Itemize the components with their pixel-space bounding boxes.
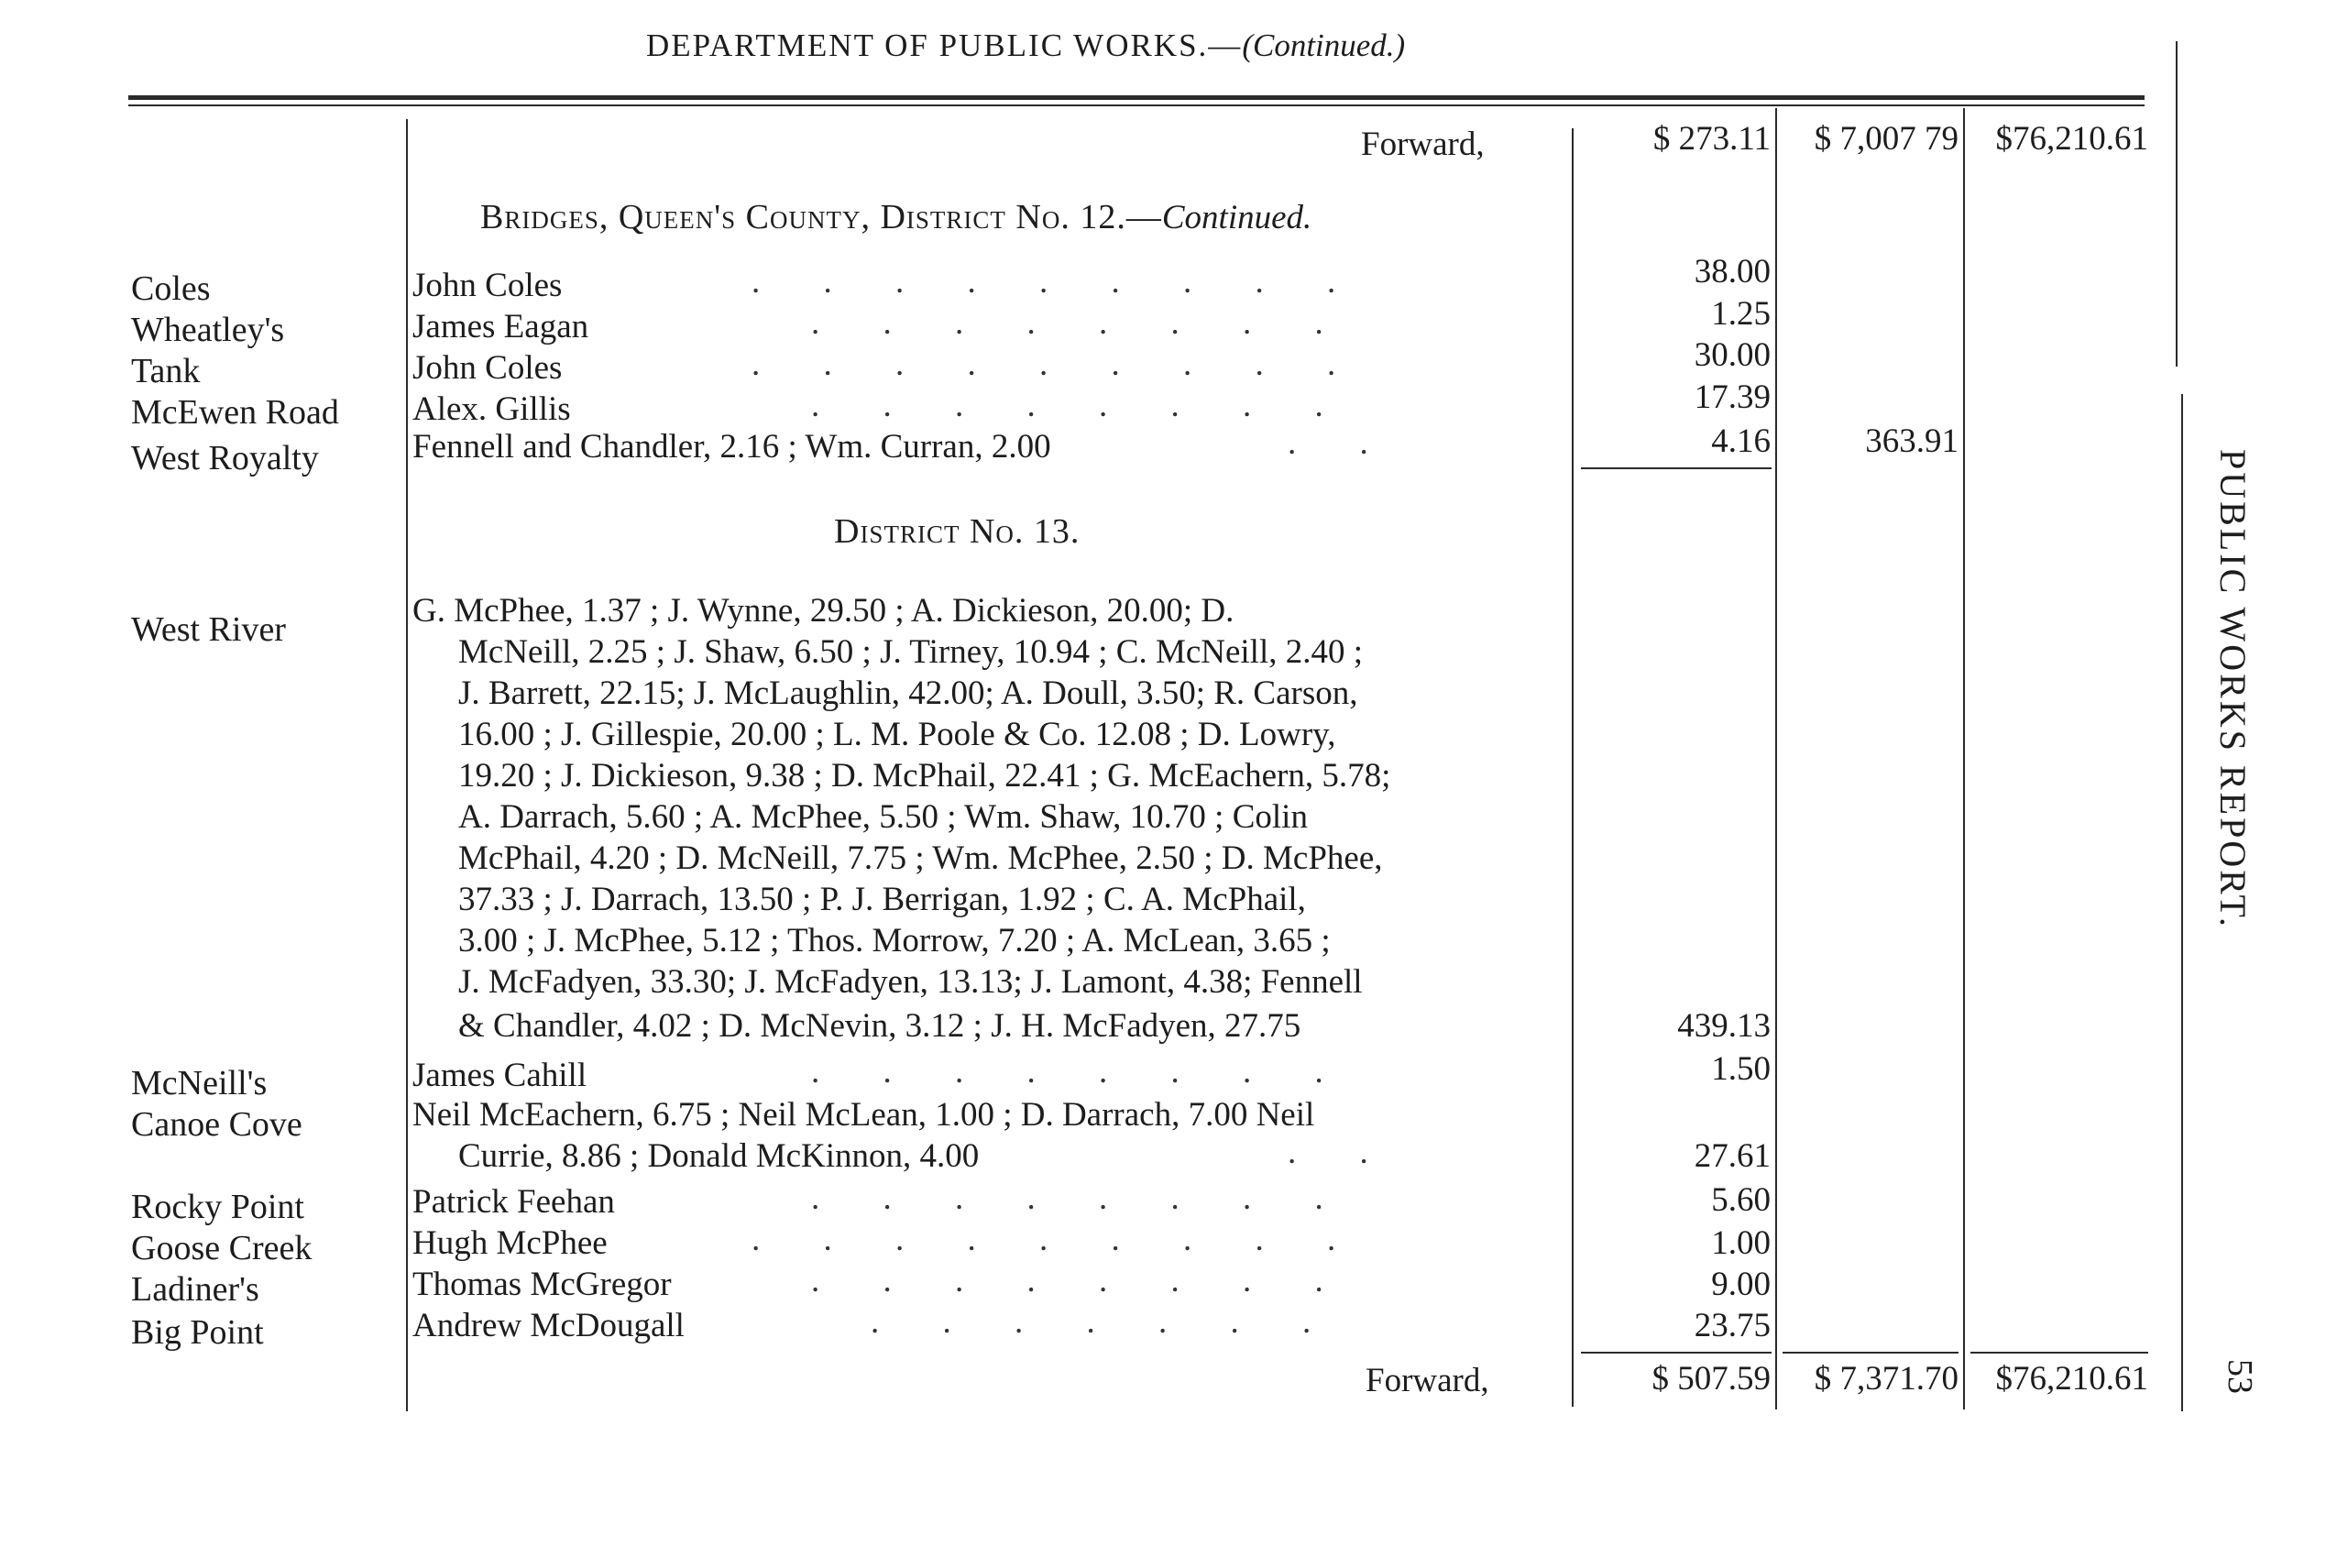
header-rule-thin	[128, 104, 2145, 106]
leader-dots: . . . . . . . .	[811, 387, 1351, 424]
row-location: McNeill's	[131, 1064, 268, 1102]
page-number: 53	[2221, 1359, 2259, 1394]
forward-top-col3: $76,210.61	[1995, 120, 2148, 158]
west-river-line: 19.20 ; J. Dickieson, 9.38 ; D. McPhail, 22.41 ; G. McEachern, 5.78;	[458, 757, 1391, 795]
west-river-line: & Chandler, 4.02 ; D. McNevin, 3.12 ; J. H. McFadyen, 27.75	[458, 1007, 1301, 1045]
leader-dots: . .	[1288, 1134, 1396, 1171]
row-location: Rocky Point	[131, 1188, 304, 1226]
leader-dots: . . . . . . .	[871, 1303, 1339, 1341]
row-description: Thomas McGregor	[412, 1266, 672, 1303]
row-location: Coles	[131, 269, 211, 308]
forward-bottom-col2: $ 7,371.70	[1814, 1360, 1958, 1398]
header-rule-thick	[128, 95, 2145, 100]
row-description: Patrick Feehan	[412, 1183, 615, 1221]
leader-dots: . . . . . . . . .	[752, 263, 1364, 301]
west-river-line: 16.00 ; J. Gillespie, 20.00 ; L. M. Poole & Co. 12.08 ; D. Lowry,	[458, 716, 1336, 753]
page-header	[646, 27, 1405, 64]
row-location: Wheatley's	[131, 311, 285, 349]
west-river-line: J. McFadyen, 33.30; J. McFadyen, 13.13; J. Lamont, 4.38; Fennell	[458, 963, 1363, 1001]
row-amount: 4.16	[1711, 422, 1771, 460]
forward-top-col2: $ 7,007 79	[1814, 120, 1958, 158]
row-amount: 1.50	[1711, 1050, 1771, 1088]
section-heading-district-12	[480, 197, 1311, 237]
row-description: Alex. Gillis	[412, 390, 571, 428]
row-amount: 30.00	[1694, 336, 1771, 374]
row-description: Hugh McPhee	[412, 1224, 608, 1262]
row-description: James Eagan	[412, 308, 589, 345]
row-amount: 9.00	[1711, 1266, 1771, 1303]
west-river-line: McPhail, 4.20 ; D. McNeill, 7.75 ; Wm. McPhee, 2.50 ; D. McPhee,	[458, 839, 1383, 877]
leader-dots: . .	[1288, 424, 1396, 462]
divider-right-margin-lower	[2181, 394, 2183, 1411]
header-continued: (Continued.)	[1242, 27, 1406, 63]
row-amount: 27.61	[1694, 1137, 1771, 1175]
forward-bottom-col1: $ 507.59	[1651, 1360, 1771, 1398]
row-amount: 38.00	[1694, 253, 1771, 291]
divider-location-column	[406, 119, 408, 1411]
divider-amount-col3-left	[1963, 108, 1965, 1409]
row-location: West River	[131, 610, 286, 649]
subtotal-rule	[1581, 467, 1772, 469]
divider-amount-col1-left	[1572, 128, 1574, 1407]
row-location: Canoe Cove	[131, 1105, 302, 1144]
section-heading-text: Bridges, Queen's County, District No. 12.—	[480, 198, 1162, 236]
forward-top-label: Forward,	[1361, 126, 1485, 163]
row-description: Fennell and Chandler, 2.16 ; Wm. Curran, 2.00	[412, 428, 1051, 466]
west-river-line: A. Darrach, 5.60 ; A. McPhee, 5.50 ; Wm. Shaw, 10.70 ; Colin	[458, 798, 1308, 836]
west-river-line: 37.33 ; J. Darrach, 13.50 ; P. J. Berrigan, 1.92 ; C. A. McPhail,	[458, 881, 1306, 918]
total-rule-col2	[1783, 1352, 1958, 1354]
row-amount: 1.00	[1711, 1224, 1771, 1262]
west-river-line: 3.00 ; J. McPhee, 5.12 ; Thos. Morrow, 7.20 ; A. McLean, 3.65 ;	[458, 922, 1331, 959]
leader-dots: . . . . . . . .	[811, 304, 1351, 342]
west-river-line: G. McPhee, 1.37 ; J. Wynne, 29.50 ; A. Dickieson, 20.00; D.	[412, 592, 1234, 630]
forward-bottom-col3: $76,210.61	[1995, 1360, 2148, 1398]
row-amount: 17.39	[1694, 378, 1771, 416]
west-river-line: J. Barrett, 22.15; J. McLaughlin, 42.00; A. Doull, 3.50; R. Carson,	[458, 674, 1358, 712]
row-description-cont: Currie, 8.86 ; Donald McKinnon, 4.00	[458, 1137, 980, 1175]
row-description: Neil McEachern, 6.75 ; Neil McLean, 1.00 ; D. Darrach, 7.00 Neil	[412, 1096, 1315, 1134]
row-location: Ladiner's	[131, 1270, 259, 1309]
running-title: PUBLIC WORKS REPORT.	[2212, 449, 2254, 929]
section-heading-continued: Continued.	[1161, 199, 1312, 236]
row-location: McEwen Road	[131, 393, 339, 432]
forward-bottom-label: Forward,	[1366, 1362, 1489, 1399]
section-heading-district-13: District No. 13.	[834, 512, 1081, 551]
row-amount: 23.75	[1694, 1307, 1771, 1344]
row-description: Andrew McDougall	[412, 1307, 685, 1344]
leader-dots: . . . . . . . .	[811, 1262, 1351, 1299]
divider-right-margin	[2176, 41, 2178, 367]
row-location: Big Point	[131, 1313, 264, 1352]
leader-dots: . . . . . . . .	[811, 1179, 1351, 1217]
row-description: John Coles	[412, 267, 563, 304]
row-description: James Cahill	[412, 1057, 587, 1094]
divider-amount-col2-left	[1775, 108, 1777, 1409]
leader-dots: . . . . . . . . .	[752, 1221, 1364, 1258]
row-location: West Royalty	[131, 439, 319, 477]
total-rule-col3	[1970, 1352, 2148, 1354]
leader-dots: . . . . . . . . .	[752, 345, 1364, 383]
header-title: DEPARTMENT OF PUBLIC WORKS.—	[646, 27, 1243, 63]
row-amount: 5.60	[1711, 1181, 1771, 1219]
row-description: John Coles	[412, 349, 563, 387]
row-location: Goose Creek	[131, 1229, 313, 1267]
leader-dots: . . . . . . . .	[811, 1053, 1351, 1091]
total-rule-col1	[1581, 1352, 1772, 1354]
forward-top-col1: $ 273.11	[1652, 120, 1771, 158]
row-location: Tank	[131, 352, 201, 390]
row-amount: 439.13	[1677, 1007, 1771, 1045]
west-river-line: McNeill, 2.25 ; J. Shaw, 6.50 ; J. Tirney, 10.94 ; C. McNeill, 2.40 ;	[458, 633, 1364, 671]
section1-subtotal: 363.91	[1865, 422, 1958, 460]
row-amount: 1.25	[1711, 295, 1771, 333]
